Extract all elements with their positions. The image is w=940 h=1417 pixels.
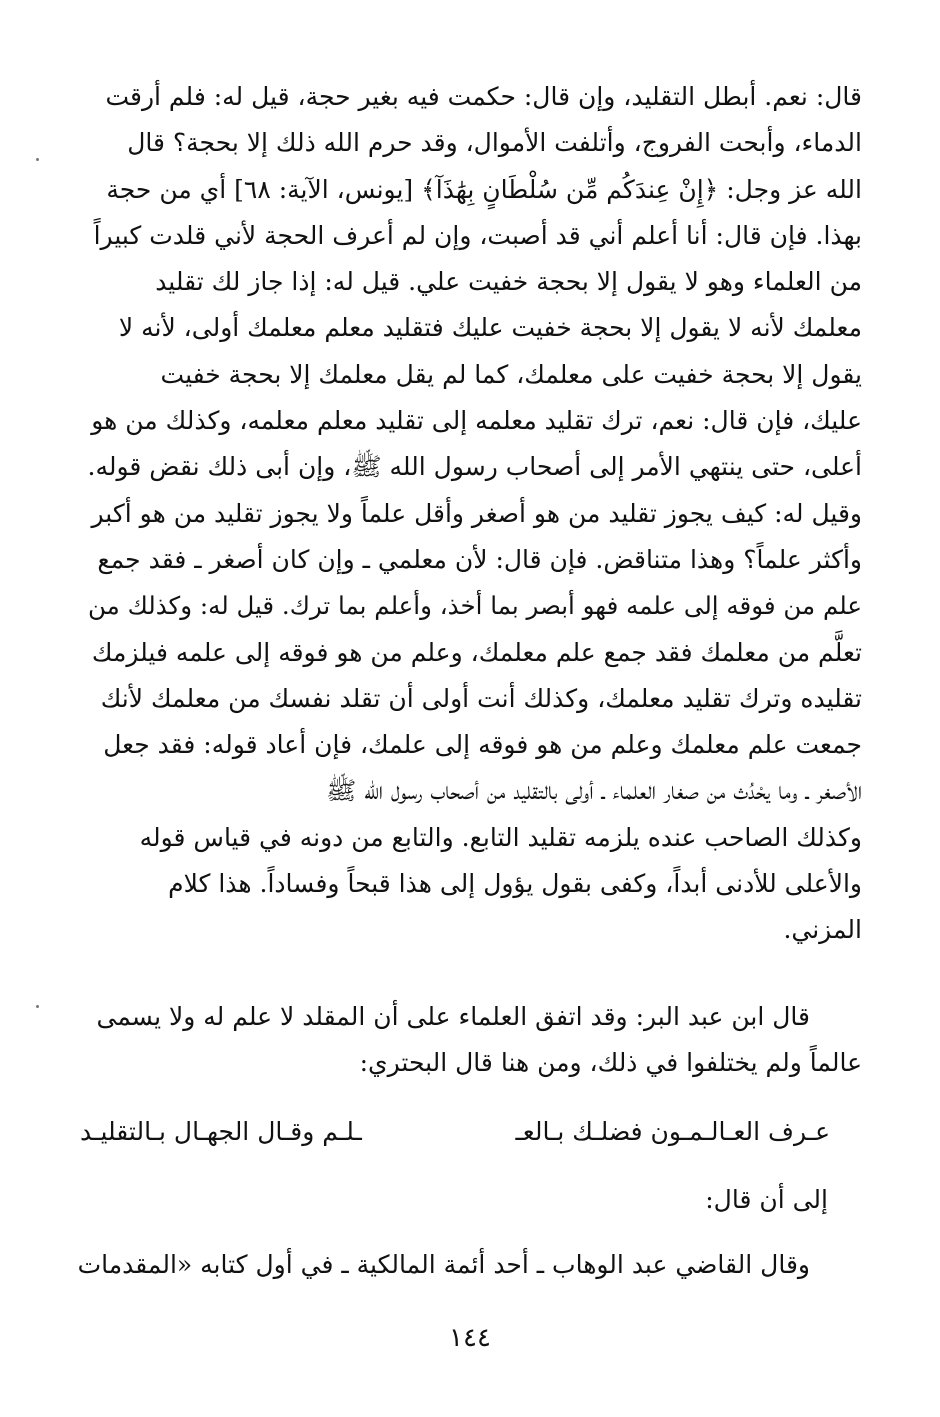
text-line: أعلى، حتى ينتهي الأمر إلى أصحاب رسول الله ﷺ، وإن أبى ذلك نقض قوله. <box>87 452 862 482</box>
text-line: عليك، فإن قال: نعم، ترك تقليد معلمه إلى تقليد معلم معلمه، وكذلك من هو <box>91 406 862 436</box>
page-edge-mark <box>36 1005 39 1008</box>
poem-second-hemistich: ـلـم وقـال الجهـال بـالتقليـد <box>80 1117 362 1146</box>
text-line: من العلماء وهو لا يقول إلا بحجة خفيت علي. قيل له: إذا جاز لك تقليد <box>155 267 862 297</box>
text-line: الأصغر ـ وما يحْدُث من صغار العلماء ـ أولى بالتقليد من أصحاب رسول الله ﷺ <box>326 776 862 806</box>
poem-verse <box>80 1109 840 1155</box>
poem-first-hemistich: عـرف العـالـمـون فضلـك بـالعـ <box>515 1117 830 1146</box>
text-line: وكذلك الصاحب عنده يلزمه تقليد التابع. والتابع من دونه في قياس قوله <box>139 822 862 852</box>
text-line: عالماً ولم يختلفوا في ذلك، ومن هنا قال البحتري: <box>359 1048 862 1078</box>
paragraph-mazni-argument <box>78 74 862 954</box>
text-line: يقول إلا بحجة خفيت على معلمك، كما لم يقل معلمك إلا بحجة خفيت <box>160 359 862 389</box>
text-line: معلمك لأنه لا يقول إلا بحجة خفيت عليك فتقليد معلم معلمك أولى، لأنه لا <box>118 313 862 343</box>
page-edge-mark <box>36 158 39 161</box>
text-line: وقيل له: كيف يجوز تقليد من هو أصغر وأقل علماً ولا يجوز تقليد من هو أكبر <box>91 498 862 528</box>
paragraph-transition: إلى أن قال: <box>705 1185 828 1214</box>
text-line: قال: نعم. أبطل التقليد، وإن قال: حكمت فيه بغير حجة، قيل له: فلم أرقت <box>105 82 862 111</box>
paragraph-abd-al-wahhab: وقال القاضي عبد الوهاب ـ أحد أئمة المالكية ـ في أول كتابه «المقدمات <box>77 1250 810 1279</box>
text-line: علم من فوقه إلى علمه فهو أبصر بما أخذ، وأعلم بما ترك. قيل له: وكذلك من <box>88 591 862 621</box>
paragraph-ibn-abd-al-barr <box>78 994 862 1087</box>
text-line: قال ابن عبد البر: وقد اتفق العلماء على أن المقلد لا علم له ولا يسمى <box>96 1002 810 1031</box>
text-line: تعلَّم من معلمك فقد جمع علم معلمك، وعلم من هو فوقه إلى علمه فيلزمك <box>91 637 862 667</box>
text-line: تقليده وترك تقليد معلمك، وكذلك أنت أولى أن تقلد نفسك من معلمك لأنك <box>100 683 862 713</box>
text-line: المزني. <box>783 915 862 945</box>
text-line: جمعت علم معلمك وعلم من هو فوقه إلى علمك، فإن أعاد قوله: فقد جعل <box>103 730 862 760</box>
page-number: ١٤٤ <box>449 1323 491 1353</box>
text-line: وأكثر علماً؟ وهذا متناقض. فإن قال: لأن معلمي ـ وإن كان أصغر ـ فقد جمع <box>97 544 862 574</box>
text-line: الدماء، وأبحت الفروج، وأتلفت الأموال، وقد حرم الله ذلك إلا بحجة؟ قال <box>127 128 862 158</box>
text-line: الله عز وجل: ﴿إِنْ عِندَكُم مِّن سُلْطَانٍ بِهَٰذَآ﴾ [يونس، الآية: ٦٨] أي من حجة <box>106 174 862 204</box>
text-line: والأعلى للأدنى أبداً، وكفى بقول يؤول إلى هذا قبحاً وفساداً. هذا كلام <box>168 869 862 899</box>
text-line: بهذا. فإن قال: أنا أعلم أني قد أصبت، وإن لم أعرف الحجة لأني قلدت كبيراً <box>93 220 862 250</box>
